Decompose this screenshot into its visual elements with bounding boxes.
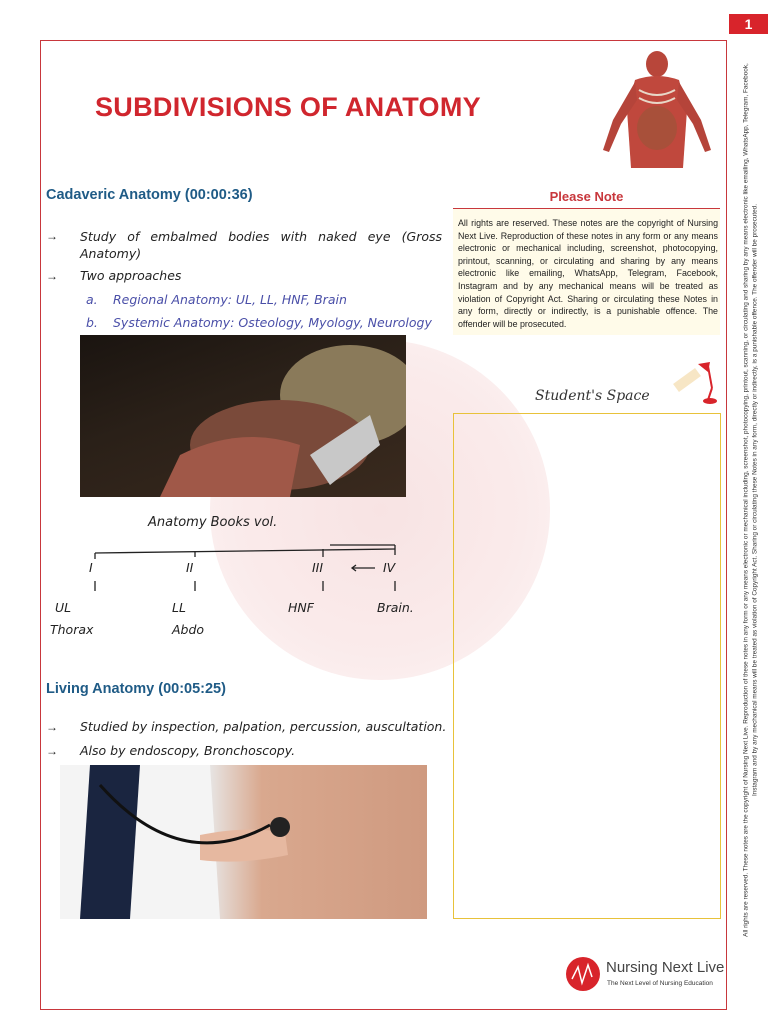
volume-numeral: IV: [383, 560, 396, 575]
volume-numeral: III: [312, 560, 324, 575]
sub-marker: a.: [86, 292, 98, 307]
bullet-text: Also by endoscopy, Bronchoscopy.: [80, 743, 296, 758]
bullet-arrow: →: [46, 229, 58, 243]
brand-name: Nursing Next Live: [606, 959, 725, 976]
volume-content: Brain.: [377, 600, 414, 615]
students-space-area[interactable]: [453, 413, 721, 919]
bullet-text: Study of embalmed bodies with naked eye (Gross Anatomy): [80, 229, 442, 261]
volume-numeral: II: [186, 560, 194, 575]
bullet-arrow: →: [46, 720, 58, 734]
anatomy-figure-image: [595, 50, 720, 170]
cadaver-dissection-image: [80, 335, 406, 497]
sub-marker: b.: [86, 315, 98, 330]
living-heading: Living Anatomy (00:05:25): [46, 681, 226, 697]
brand-logo: [566, 955, 726, 995]
page-title: SUBDIVISIONS OF ANATOMY: [95, 92, 481, 122]
anatomy-books-diagram: [40, 505, 450, 645]
sub-item-text: Systemic Anatomy: Osteology, Myology, Neurology: [113, 315, 432, 330]
please-note-text: All rights are reserved. These notes are the copyright of Nursing Next Live. Reproduction of these notes in any form or any means electronic or mechanical including, screenshot, photocopying, printout, scanning, or circulating and sharing by any means electronic like emailing, WhatsApp, Telegram, Facebook, Instagram and by any mechanical means will be treated as violation of Copyright Act. Sharing or circulating these Notes in any form, directly or indirectly, is a punishable offence. The offender will be prosecuted.: [458, 218, 718, 329]
side-copyright-notice: [736, 40, 766, 960]
page-number: 1: [729, 14, 768, 34]
volume-numeral: I: [89, 560, 93, 575]
bullet-text: Studied by inspection, palpation, percussion, auscultation.: [80, 719, 447, 734]
volume-content: LL: [172, 600, 186, 615]
students-space-label: Student's Space: [535, 388, 650, 404]
volume-content: HNF: [288, 600, 314, 615]
volume-content: Thorax: [50, 622, 94, 637]
volume-content: UL: [55, 600, 72, 615]
bullet-arrow: →: [46, 744, 58, 758]
lamp-icon: [668, 358, 718, 404]
divider: [453, 208, 720, 209]
please-note-title: Please Note: [549, 189, 624, 204]
cadaveric-heading: Cadaveric Anatomy (00:00:36): [46, 187, 253, 203]
side-notice-text: All rights are reserved. These notes are the copyright of Nursing Next Live. Reproduction of these notes in any form or any means electronic or mechanical including, screenshot, photocopying, printout, scanning, or circulating and sharing by any means electronic like emailing, WhatsApp, Telegram, Facebook, Instagram and by any mechanical means will be treated as violation of Copyright Act. Sharing or circulating these Notes in any form, directly or indirectly, is a punishable offence. The offender will be prosecuted.: [742, 63, 758, 937]
diagram-title: Anatomy Books vol.: [148, 515, 278, 530]
bullet-arrow: →: [46, 269, 58, 283]
volume-content: Abdo: [172, 622, 205, 637]
auscultation-image: [60, 765, 427, 919]
sub-item-text: Regional Anatomy: UL, LL, HNF, Brain: [113, 292, 347, 307]
bullet-text: Two approaches: [80, 268, 182, 283]
brand-tagline: The Next Level of Nursing Education: [607, 980, 713, 987]
